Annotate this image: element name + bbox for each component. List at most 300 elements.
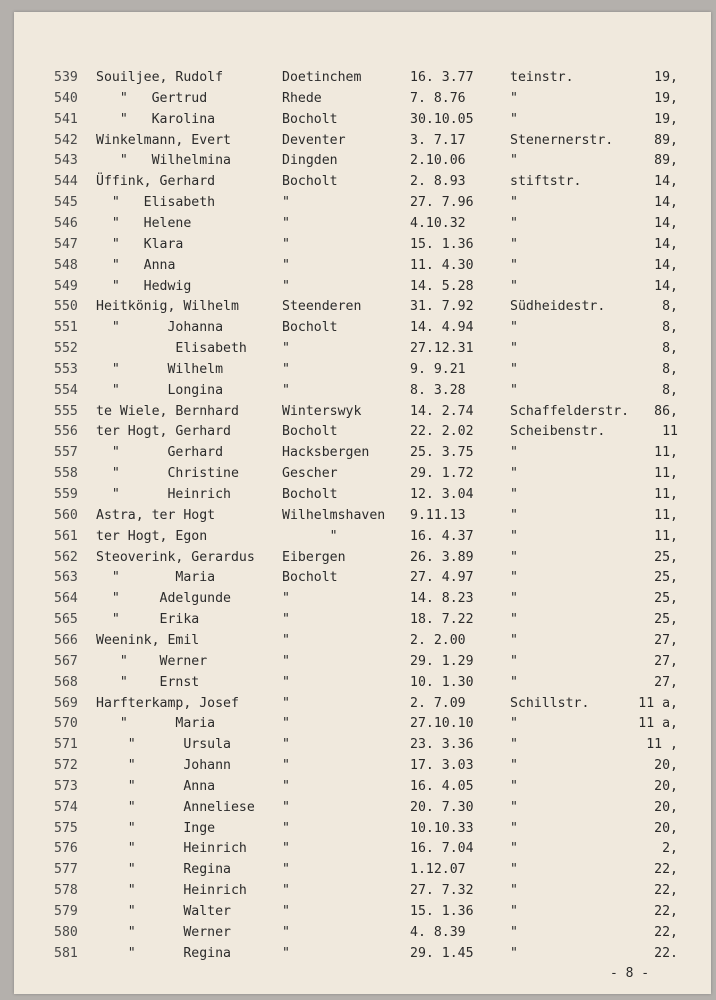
street-name: " (510, 758, 518, 774)
entry-number: 557 (54, 445, 78, 461)
birth-date: 7. 8.76 (410, 90, 466, 106)
register-row (14, 714, 711, 734)
birth-place: Bocholt (282, 424, 338, 440)
entry-number: 565 (54, 612, 78, 628)
street-name: " (510, 883, 518, 899)
street-name: " (510, 653, 518, 669)
birth-date: 18. 7.22 (410, 612, 474, 628)
entry-number: 556 (54, 424, 78, 440)
house-number: 27, (654, 653, 678, 669)
person-name: te Wiele, Bernhard (96, 403, 239, 419)
birth-date: 16. 7.04 (410, 841, 474, 857)
birth-date: 4.10.32 (410, 215, 466, 231)
house-number: 89, (654, 132, 678, 148)
street-name: " (510, 945, 518, 961)
birth-date: 16. 3.77 (410, 70, 474, 85)
person-name: " Ursula (96, 737, 231, 753)
entry-number: 563 (54, 570, 78, 586)
birth-date: 30.10.05 (410, 111, 474, 127)
birth-date: 9.11.13 (410, 507, 466, 523)
birth-place: Bocholt (282, 174, 338, 190)
house-number: 11 a, (638, 716, 678, 732)
house-number: 89, (654, 153, 678, 169)
entry-number: 553 (54, 361, 78, 377)
birth-place: " (282, 778, 290, 794)
register-row (14, 652, 711, 672)
entry-number: 581 (54, 945, 78, 961)
entry-number: 552 (54, 341, 78, 357)
person-name: Heitkönig, Wilhelm (96, 299, 239, 315)
street-name: " (510, 528, 518, 544)
register-row (14, 443, 711, 463)
person-name: " Wilhelmina (96, 153, 231, 169)
street-name: Stenernerstr. (510, 132, 614, 148)
entry-number: 543 (54, 153, 78, 169)
birth-date: 3. 7.17 (410, 132, 466, 148)
birth-place: " (282, 341, 290, 357)
birth-date: 23. 3.36 (410, 737, 474, 753)
house-number: 20, (654, 778, 678, 794)
register-row (14, 860, 711, 880)
birth-place: " (282, 236, 290, 252)
birth-place: Wilhelmshaven (282, 507, 386, 523)
birth-place: Gescher (282, 466, 338, 482)
person-name: " Regina (96, 862, 231, 878)
birth-place: Doetinchem (282, 70, 362, 85)
birth-place: " (282, 195, 290, 211)
person-name: " Walter (96, 904, 231, 919)
register-row (14, 589, 711, 609)
birth-date: 14. 8.23 (410, 591, 474, 607)
birth-place: Eibergen (282, 549, 346, 565)
house-number: 25, (654, 570, 678, 586)
birth-place: " (282, 945, 290, 961)
birth-date: 16. 4.05 (410, 778, 474, 794)
person-name: Astra, ter Hogt (96, 507, 216, 523)
entry-number: 545 (54, 195, 78, 211)
birth-date: 29. 1.45 (410, 945, 474, 961)
entry-number: 562 (54, 549, 78, 565)
register-row (14, 610, 711, 630)
street-name: Schaffelderstr. (510, 403, 630, 419)
birth-place: " (282, 904, 290, 919)
birth-date: 14. 4.94 (410, 320, 474, 336)
person-name: " Erika (96, 612, 200, 628)
birth-date: 22. 2.02 (410, 424, 474, 440)
street-name: " (510, 549, 518, 565)
birth-place: " (282, 924, 290, 940)
person-name: " Maria (96, 570, 216, 586)
register-row (14, 256, 711, 276)
birth-date: 26. 3.89 (410, 549, 474, 565)
birth-date: 4. 8.39 (410, 924, 466, 940)
register-row (14, 839, 711, 859)
register-row (14, 89, 711, 109)
birth-date: 9. 9.21 (410, 361, 466, 377)
entry-number: 555 (54, 403, 78, 419)
person-name: " Werner (96, 653, 208, 669)
entry-number: 541 (54, 111, 78, 127)
person-name: " Johanna (96, 320, 224, 336)
birth-place: " (282, 758, 290, 774)
street-name: " (510, 487, 518, 502)
entry-number: 561 (54, 528, 78, 544)
register-row (14, 360, 711, 380)
entry-number: 566 (54, 632, 78, 648)
house-number: 11, (654, 528, 678, 544)
register-row (14, 339, 711, 359)
register-row (14, 485, 711, 505)
birth-date: 2. 8.93 (410, 174, 466, 190)
birth-date: 14. 5.28 (410, 278, 474, 294)
street-name: " (510, 236, 518, 252)
birth-place: " (282, 528, 338, 544)
birth-place: Bocholt (282, 111, 338, 127)
birth-place: " (282, 862, 290, 878)
birth-date: 27. 7.96 (410, 195, 474, 211)
person-name: " Maria (96, 716, 216, 732)
house-number: 22, (654, 924, 678, 940)
birth-place: " (282, 257, 290, 273)
birth-place: " (282, 695, 290, 711)
register-row (14, 277, 711, 297)
entry-number: 576 (54, 841, 78, 857)
register-row (14, 548, 711, 568)
person-name: ter Hogt, Egon (96, 528, 208, 544)
person-name: " Gertrud (96, 90, 208, 106)
register-row (14, 402, 711, 422)
person-name: " Hedwig (96, 278, 192, 294)
register-row (14, 506, 711, 526)
person-name: " Adelgunde (96, 591, 231, 607)
birth-place: " (282, 382, 290, 398)
register-row (14, 110, 711, 130)
register-row (14, 131, 711, 151)
register-row (14, 527, 711, 547)
house-number: 27, (654, 632, 678, 648)
birth-place: " (282, 632, 290, 648)
entry-number: 554 (54, 382, 78, 398)
house-number: 8, (662, 341, 678, 357)
entry-number: 571 (54, 737, 78, 753)
birth-date: 2. 7.09 (410, 695, 466, 711)
street-name: " (510, 820, 518, 836)
birth-date: 29. 1.72 (410, 466, 474, 482)
person-name: " Regina (96, 945, 231, 961)
street-name: " (510, 674, 518, 690)
street-name: Südheidestr. (510, 299, 606, 315)
house-number: 11 (662, 424, 678, 440)
person-name: Steoverink, Gerardus (96, 549, 255, 565)
register-row (14, 214, 711, 234)
house-number: 8, (662, 299, 678, 315)
house-number: 19, (654, 90, 678, 106)
house-number: 20, (654, 758, 678, 774)
page-number: - 8 - (610, 966, 650, 981)
birth-date: 17. 3.03 (410, 758, 474, 774)
register-row (14, 735, 711, 755)
birth-date: 14. 2.74 (410, 403, 474, 419)
entry-number: 570 (54, 716, 78, 732)
street-name: Schillstr. (510, 695, 590, 711)
person-name: " Klara (96, 236, 184, 252)
street-name: stiftstr. (510, 174, 582, 190)
birth-date: 31. 7.92 (410, 299, 474, 315)
register-row (14, 297, 711, 317)
street-name: " (510, 841, 518, 857)
entry-number: 575 (54, 820, 78, 836)
house-number: 11, (654, 487, 678, 502)
street-name: " (510, 737, 518, 753)
street-name: " (510, 215, 518, 231)
person-name: " Anna (96, 778, 216, 794)
birth-place: Winterswyk (282, 403, 362, 419)
person-name: ter Hogt, Gerhard (96, 424, 231, 440)
birth-date: 27.10.10 (410, 716, 474, 732)
person-name: " Longina (96, 382, 224, 398)
register-row (14, 172, 711, 192)
person-name: " Gerhard (96, 445, 224, 461)
street-name: " (510, 195, 518, 211)
register-row (14, 673, 711, 693)
birth-date: 2. 2.00 (410, 632, 466, 648)
person-name: Winkelmann, Evert (96, 132, 231, 148)
entry-number: 551 (54, 320, 78, 336)
birth-place: " (282, 591, 290, 607)
birth-place: " (282, 361, 290, 377)
house-number: 11, (654, 507, 678, 523)
street-name: " (510, 570, 518, 586)
register-row (14, 568, 711, 588)
person-name: " Inge (96, 820, 216, 836)
birth-place: Bocholt (282, 487, 338, 502)
register-row (14, 819, 711, 839)
birth-place: " (282, 653, 290, 669)
birth-place: Deventer (282, 132, 346, 148)
person-name: " Christine (96, 466, 239, 482)
house-number: 14, (654, 195, 678, 211)
register-row (14, 756, 711, 776)
entry-number: 547 (54, 236, 78, 252)
birth-date: 15. 1.36 (410, 236, 474, 252)
house-number: 11 a, (638, 695, 678, 711)
street-name: " (510, 862, 518, 878)
birth-place: " (282, 820, 290, 836)
person-name: " Elisabeth (96, 195, 216, 211)
house-number: 22, (654, 883, 678, 899)
register-row (14, 881, 711, 901)
register-row (14, 923, 711, 943)
birth-place: " (282, 215, 290, 231)
birth-date: 15. 1.36 (410, 904, 474, 919)
house-number: 86, (654, 403, 678, 419)
house-number: 8, (662, 320, 678, 336)
street-name: " (510, 320, 518, 336)
street-name: " (510, 924, 518, 940)
street-name: " (510, 591, 518, 607)
entry-number: 540 (54, 90, 78, 106)
house-number: 22. (654, 945, 678, 961)
entry-number: 577 (54, 862, 78, 878)
person-name: " Helene (96, 215, 192, 231)
person-name: " Anneliese (96, 799, 255, 815)
entry-number: 572 (54, 758, 78, 774)
house-number: 20, (654, 799, 678, 815)
register-row (14, 777, 711, 797)
house-number: 14, (654, 174, 678, 190)
street-name: " (510, 799, 518, 815)
birth-place: Bocholt (282, 320, 338, 336)
entry-number: 558 (54, 466, 78, 482)
register-row (14, 902, 711, 922)
register-row (14, 422, 711, 442)
street-name: Scheibenstr. (510, 424, 606, 440)
house-number: 19, (654, 70, 678, 85)
birth-date: 27.12.31 (410, 341, 474, 357)
entry-number: 550 (54, 299, 78, 315)
register-row (14, 193, 711, 213)
birth-date: 25. 3.75 (410, 445, 474, 461)
street-name: " (510, 382, 518, 398)
street-name: " (510, 278, 518, 294)
birth-place: Dingden (282, 153, 338, 169)
house-number: 14, (654, 215, 678, 231)
entry-number: 568 (54, 674, 78, 690)
person-name: " Wilhelm (96, 361, 224, 377)
street-name: " (510, 341, 518, 357)
person-name: " Heinrich (96, 487, 231, 502)
house-number: 20, (654, 820, 678, 836)
house-number: 25, (654, 549, 678, 565)
entry-number: 542 (54, 132, 78, 148)
person-name: " Karolina (96, 111, 216, 127)
register-row (14, 631, 711, 651)
birth-place: Bocholt (282, 570, 338, 586)
register-row (14, 318, 711, 338)
house-number: 11, (654, 466, 678, 482)
person-name: " Heinrich (96, 841, 247, 857)
person-name: " Werner (96, 924, 231, 940)
entry-number: 579 (54, 904, 78, 919)
entry-number: 546 (54, 215, 78, 231)
birth-date: 10. 1.30 (410, 674, 474, 690)
birth-place: " (282, 612, 290, 628)
person-name: " Johann (96, 758, 231, 774)
entry-number: 559 (54, 487, 78, 502)
house-number: 2, (662, 841, 678, 857)
entry-number: 549 (54, 278, 78, 294)
entry-number: 573 (54, 778, 78, 794)
house-number: 14, (654, 236, 678, 252)
person-name: " Ernst (96, 674, 200, 690)
register-row (14, 381, 711, 401)
register-row (14, 151, 711, 171)
person-name: " Anna (96, 257, 176, 273)
birth-place: " (282, 883, 290, 899)
person-name: Harfterkamp, Josef (96, 695, 239, 711)
birth-place: " (282, 799, 290, 815)
birth-date: 10.10.33 (410, 820, 474, 836)
street-name: " (510, 257, 518, 273)
entry-number: 574 (54, 799, 78, 815)
house-number: 11 , (646, 737, 678, 753)
street-name: " (510, 778, 518, 794)
birth-date: 2.10.06 (410, 153, 466, 169)
entry-number: 567 (54, 653, 78, 669)
entry-number: 548 (54, 257, 78, 273)
house-number: 27, (654, 674, 678, 690)
house-number: 14, (654, 257, 678, 273)
entry-number: 564 (54, 591, 78, 607)
birth-date: 12. 3.04 (410, 487, 474, 502)
person-name: Elisabeth (96, 341, 247, 357)
birth-place: " (282, 737, 290, 753)
birth-date: 27. 7.32 (410, 883, 474, 899)
register-row (14, 798, 711, 818)
birth-place: " (282, 841, 290, 857)
birth-place: Rhede (282, 90, 322, 106)
street-name: " (510, 507, 518, 523)
person-name: Souiljee, Rudolf (96, 70, 224, 85)
entry-number: 580 (54, 924, 78, 940)
birth-date: 11. 4.30 (410, 257, 474, 273)
house-number: 22, (654, 904, 678, 919)
birth-date: 8. 3.28 (410, 382, 466, 398)
street-name: " (510, 716, 518, 732)
street-name: " (510, 612, 518, 628)
register-row (14, 464, 711, 484)
house-number: 8, (662, 382, 678, 398)
register-row (14, 68, 711, 88)
birth-place: " (282, 716, 290, 732)
street-name: " (510, 361, 518, 377)
birth-date: 1.12.07 (410, 862, 466, 878)
house-number: 25, (654, 612, 678, 628)
street-name: " (510, 90, 518, 106)
birth-place: Steenderen (282, 299, 362, 315)
entry-number: 539 (54, 70, 78, 85)
street-name: teinstr. (510, 70, 574, 85)
person-name: Üffink, Gerhard (96, 174, 216, 190)
house-number: 8, (662, 361, 678, 377)
birth-date: 29. 1.29 (410, 653, 474, 669)
birth-date: 20. 7.30 (410, 799, 474, 815)
document-page (14, 12, 711, 994)
person-name: Weenink, Emil (96, 632, 200, 648)
entry-number: 560 (54, 507, 78, 523)
entry-number: 578 (54, 883, 78, 899)
street-name: " (510, 445, 518, 461)
birth-date: 16. 4.37 (410, 528, 474, 544)
street-name: " (510, 111, 518, 127)
house-number: 25, (654, 591, 678, 607)
register-row (14, 694, 711, 714)
house-number: 14, (654, 278, 678, 294)
street-name: " (510, 153, 518, 169)
birth-place: " (282, 674, 290, 690)
street-name: " (510, 904, 518, 919)
person-name: " Heinrich (96, 883, 247, 899)
house-number: 19, (654, 111, 678, 127)
birth-place: " (282, 278, 290, 294)
entry-number: 544 (54, 174, 78, 190)
house-number: 11, (654, 445, 678, 461)
birth-place: Hacksbergen (282, 445, 370, 461)
house-number: 22, (654, 862, 678, 878)
birth-date: 27. 4.97 (410, 570, 474, 586)
street-name: " (510, 466, 518, 482)
entry-number: 569 (54, 695, 78, 711)
